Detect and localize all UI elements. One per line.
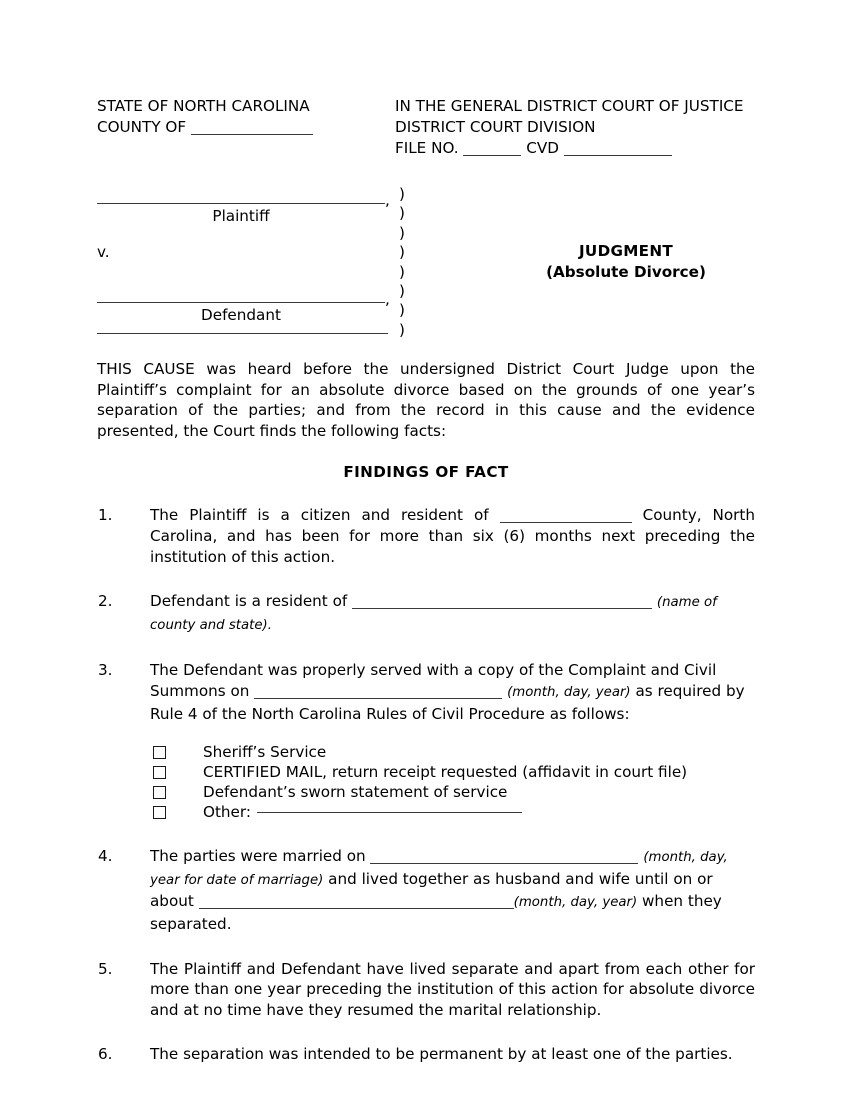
- case-caption-block: [97, 185, 755, 337]
- service-option-label: Defendant’s sworn statement of service: [203, 783, 508, 802]
- judgment-title: JUDGMENT: [578, 242, 673, 260]
- service-option-certified-mail[interactable]: [153, 762, 755, 782]
- plaintiff-label: Plaintiff: [212, 207, 270, 225]
- finding-2-text-a: Defendant is a resident of: [150, 592, 348, 611]
- finding-item-6: [97, 1044, 755, 1065]
- caption-paren-column: [399, 185, 419, 340]
- service-option-label: Sheriff’s Service: [203, 743, 327, 762]
- finding-item-2: [97, 591, 755, 636]
- defendant-name-blank-field[interactable]: [97, 302, 385, 303]
- service-option-other[interactable]: [153, 802, 755, 822]
- header-left-column: [97, 96, 395, 138]
- county-line: [97, 117, 395, 138]
- service-option-sheriff[interactable]: [153, 742, 755, 762]
- finding-item-1: [97, 505, 755, 567]
- finding-4-text-e: when they separated.: [150, 892, 722, 933]
- finding-4-separation-date-blank-field[interactable]: [199, 908, 514, 909]
- finding-3-text-b: (month, day, year): [507, 684, 631, 700]
- finding-6-number: 6.: [98, 1045, 113, 1064]
- finding-6-text: The separation was intended to be permanent by at least one of the parties.: [150, 1045, 733, 1064]
- finding-4-text-c: and lived together as husband and wife until on or about: [150, 869, 713, 911]
- finding-2-residence-blank-field[interactable]: [352, 608, 652, 609]
- plaintiff-comma: ,: [385, 191, 390, 209]
- caption-paren: ): [399, 262, 405, 281]
- county-label: COUNTY OF: [97, 118, 187, 136]
- defendant-comma: ,: [385, 290, 390, 308]
- service-option-label: CERTIFIED MAIL, return receipt requested (affidavit in court file): [203, 763, 688, 782]
- county-blank-field[interactable]: [191, 134, 313, 135]
- finding-5-number: 5.: [98, 959, 113, 978]
- finding-4-text-d: (month, day, year): [513, 895, 638, 911]
- finding-1-number: 1.: [98, 506, 113, 525]
- cvd-label: CVD: [526, 139, 559, 157]
- finding-4-text-a: The parties were married on: [150, 847, 366, 866]
- finding-3-number: 3.: [98, 661, 113, 680]
- file-number-blank-field[interactable]: [463, 155, 521, 156]
- finding-5-text: The Plaintiff and Defendant have lived separate and apart from each other for more than one year preceding the institution of this action for absolute divorce and at no time have they resumed the marital relationship.: [150, 959, 755, 1019]
- caption-paren: ): [399, 282, 405, 301]
- checkbox-icon[interactable]: [153, 766, 166, 779]
- intro-paragraph: THIS CAUSE was heard before the undersigned District Court Judge upon the Plaintiff’s complaint for an absolute divorce based on the grounds of one year’s separation of the parties; and from the record in this cause and the evidence presented, the Court finds the following facts:: [97, 360, 755, 440]
- finding-item-5: [97, 959, 755, 1021]
- finding-4-text-b: (month, day, year for date of marriage): [150, 850, 728, 888]
- caption-paren: ): [399, 204, 405, 223]
- finding-3-text-c: as required by Rule 4 of the North Carolina Rules of Civil Procedure as follows:: [150, 681, 745, 723]
- file-number-line: [395, 138, 755, 159]
- caption-title-block: [497, 241, 755, 283]
- service-option-label: Other:: [203, 803, 251, 822]
- finding-item-3: [97, 660, 755, 724]
- service-option-sworn-statement[interactable]: [153, 782, 755, 802]
- service-method-list: [97, 742, 755, 822]
- finding-3-text-a: The Defendant was properly served with a copy of the Complaint and Civil Summons on: [150, 661, 717, 700]
- finding-4-marriage-date-blank-field[interactable]: [370, 863, 638, 864]
- finding-1-county-blank-field[interactable]: [500, 522, 632, 523]
- cvd-blank-field[interactable]: [564, 155, 672, 156]
- judgment-subtitle: (Absolute Divorce): [546, 263, 706, 281]
- defendant-label: Defendant: [201, 306, 281, 324]
- checkbox-icon[interactable]: [153, 786, 166, 799]
- division-line: DISTRICT COURT DIVISION: [395, 118, 596, 136]
- document-header: [97, 96, 755, 159]
- finding-2-text-b: (name of county and state).: [150, 595, 717, 633]
- caption-paren: ): [399, 185, 405, 203]
- checkbox-icon[interactable]: [153, 806, 166, 819]
- finding-item-4: [97, 846, 755, 934]
- finding-2-number: 2.: [98, 592, 113, 611]
- court-line: IN THE GENERAL DISTRICT COURT OF JUSTICE: [395, 97, 744, 115]
- findings-of-fact-heading: FINDINGS OF FACT: [343, 463, 509, 482]
- caption-paren: ): [399, 320, 405, 339]
- versus-label: v.: [97, 243, 110, 261]
- checkbox-icon[interactable]: [153, 746, 166, 759]
- service-option-other-blank-field[interactable]: [257, 812, 522, 813]
- finding-1-text-b: County, North Carolina, and has been for more than six (6) months next preceding the institution of this action.: [150, 506, 756, 566]
- defendant-extra-blank-field[interactable]: [97, 333, 388, 334]
- state-line: STATE OF NORTH CAROLINA: [97, 97, 310, 115]
- finding-1-text-a: The Plaintiff is a citizen and resident of: [150, 506, 489, 525]
- caption-paren: ): [399, 243, 405, 262]
- file-no-label: FILE NO.: [395, 139, 459, 157]
- caption-paren: ): [399, 301, 405, 320]
- plaintiff-name-blank-field[interactable]: [97, 203, 385, 204]
- finding-4-number: 4.: [98, 847, 113, 866]
- document-content: [97, 96, 755, 1065]
- header-right-column: [395, 96, 755, 159]
- caption-paren: ): [399, 223, 405, 242]
- finding-3-service-date-blank-field[interactable]: [254, 698, 502, 699]
